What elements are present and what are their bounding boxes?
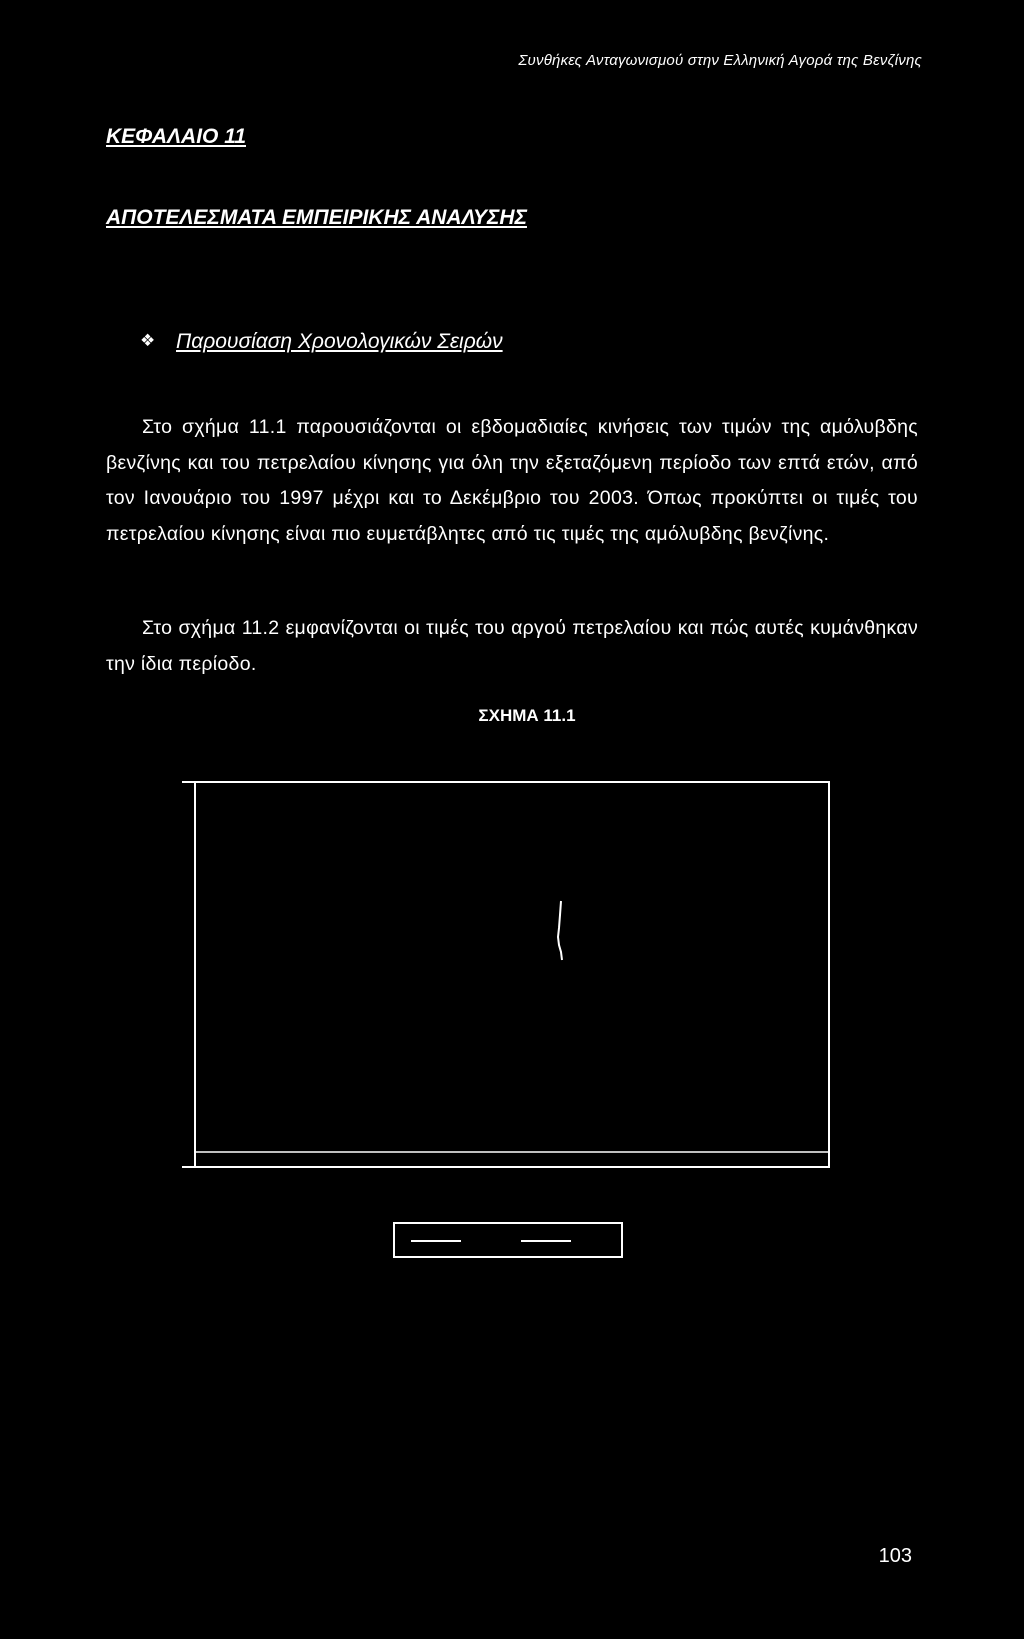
chart-legend <box>393 1222 623 1258</box>
diamond-bullet-icon: ❖ <box>140 331 156 350</box>
paragraph-1-text: Στο σχήμα 11.1 παρουσιάζονται οι εβδομαδιαίες κινήσεις των τιμών της αμόλυβδης βενζίνης και του πετρελαίου κίνησης για όλη την εξεταζόμενη περίοδο των επτά ετών, από τον Ιανουάριο του 1997 μέχρι και το Δεκέμβριο του 2003. Όπως προκύπτει οι τιμές του πετρελαίου κίνησης είναι πιο ευμετάβλητες από τις τιμές της αμόλυβδης βενζίνης. <box>106 416 918 545</box>
figure-caption: ΣΧΗΜΑ 11.1 <box>478 706 576 725</box>
section-heading <box>140 330 503 354</box>
chart-series-trace <box>558 901 562 960</box>
body-paragraph-1 <box>106 410 918 552</box>
body-paragraph-2 <box>106 611 918 682</box>
legend-swatch-1 <box>411 1240 461 1242</box>
paragraph-2-text: Στο σχήμα 11.2 εμφανίζονται οι τιμές του αργού πετρελαίου και πώς αυτές κυμάνθηκαν την ίδια περίοδο. <box>106 617 918 675</box>
section-heading-text: Παρουσίαση Χρονολογικών Σειρών <box>176 330 503 353</box>
chapter-label: ΚΕΦΑΛΑΙΟ 11 <box>106 125 246 148</box>
chapter-title: ΑΠΟΤΕΛΕΣΜΑΤΑ ΕΜΠΕΙΡΙΚΗΣ ΑΝΑΛΥΣΗΣ <box>106 206 527 229</box>
page-number: 103 <box>878 1545 912 1567</box>
running-header: Συνθήκες Ανταγωνισμού στην Ελληνική Αγορά της Βενζίνης <box>518 52 922 69</box>
legend-swatch-2 <box>521 1240 571 1242</box>
